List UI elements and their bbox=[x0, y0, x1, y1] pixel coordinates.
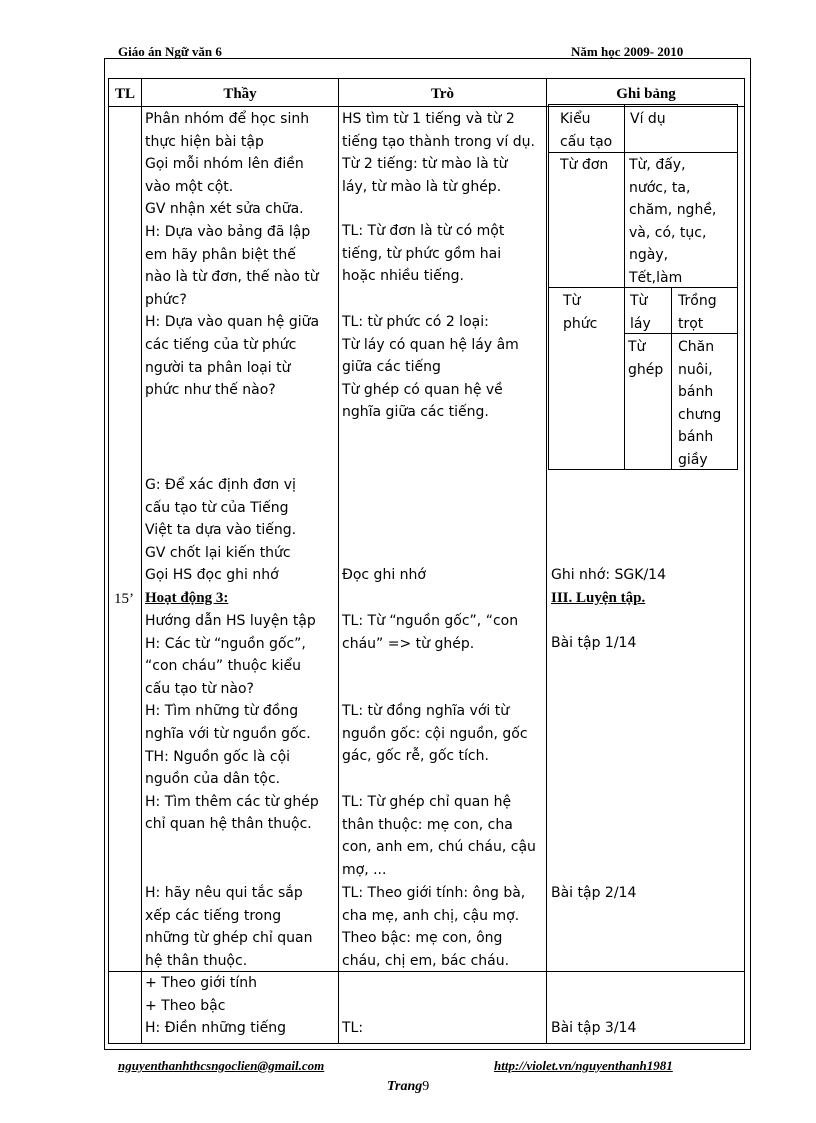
page-number-value: 9 bbox=[422, 1079, 430, 1094]
tro-block-2: TL: Từ đơn là từ có một tiếng, từ phức gồm hai hoặc nhiều tiếng. bbox=[342, 223, 505, 285]
inner-tudon-examples: Từ, đấy, nước, ta, chăm, nghề, và, có, tục, ngày, Tết,làm bbox=[629, 157, 717, 286]
col-header-ghi-bang: Ghi bảng bbox=[616, 86, 676, 102]
page-label: Trang bbox=[387, 1079, 423, 1094]
col-header-thay: Thầy bbox=[223, 86, 257, 102]
col-sep-3 bbox=[546, 78, 547, 1044]
inner-col-sep-2 bbox=[671, 287, 672, 470]
inner-header-vidu: Ví dụ bbox=[630, 111, 666, 127]
tro-block-3: TL: từ phức có 2 loại: Từ láy có quan hệ láy âm giữa các tiếng Từ ghép có quan hệ về nghĩa giữa các tiếng. bbox=[342, 314, 519, 421]
inner-tudon: Từ đơn bbox=[560, 157, 609, 173]
thay-block-1: Phân nhóm để học sinh thực hiện bài tập Gọi mỗi nhóm lên điền vào một cột. GV nhận xét sửa chữa. H: Dựa vào bảng đã lập em hãy phân biệt thế nào là từ đơn, thế nào từ phức? H: Dựa vào quan hệ giữa các tiếng của từ phức người ta phân loại từ phức như thế nào? bbox=[145, 111, 320, 399]
time-15: 15’ bbox=[114, 591, 134, 607]
tro-doc-ghi-nho: Đọc ghi nhớ bbox=[342, 567, 426, 583]
inner-header-kieu: Kiểu cấu tạo bbox=[560, 111, 613, 150]
ghi-luyen-tap: III. Luyện tập. bbox=[551, 590, 646, 606]
frame-left-line bbox=[104, 58, 105, 1050]
inner-col-sep-1 bbox=[624, 104, 625, 470]
ghi-bai-tap-3: Bài tập 3/14 bbox=[551, 1020, 637, 1036]
col-sep-1 bbox=[141, 78, 142, 1044]
inner-tughep: Từ ghép bbox=[628, 339, 664, 378]
tro-block-1: HS tìm từ 1 tiếng và từ 2 tiếng tạo thành trong ví dụ. Từ 2 tiếng: từ mào là từ láy, từ mào là từ ghép. bbox=[342, 111, 535, 195]
frame-top-line bbox=[104, 58, 751, 59]
tro-block-4: TL: Từ “nguồn gốc”, “con cháu” => từ ghép. bbox=[342, 613, 519, 652]
tro-block-7: TL: Theo giới tính: ông bà, cha mẹ, anh chị, cậu mợ. Theo bậc: mẹ con, ông cháu, chị em, bác cháu. bbox=[342, 885, 526, 969]
inner-tuphuc: Từ phức bbox=[563, 293, 598, 332]
thay-block-3: Hướng dẫn HS luyện tập H: Các từ “nguồn gốc”, “con cháu” thuộc kiểu cấu tạo từ nào? H: Tìm những từ đồng nghĩa với từ nguồn gốc. TH: Nguồn gốc là cội nguồn của dân tộc. H: Tìm thêm các từ ghép chỉ quan hệ thân thuộc. bbox=[145, 613, 319, 833]
frame-right-line bbox=[750, 58, 751, 1050]
col-header-tro: Trò bbox=[430, 86, 455, 102]
frame-bottom-line bbox=[104, 1049, 751, 1050]
page-header-left: Giáo án Ngữ văn 6 bbox=[118, 44, 222, 59]
ghi-bai-tap-1: Bài tập 1/14 bbox=[551, 635, 637, 651]
tro-tl: TL: bbox=[342, 1020, 364, 1036]
ghi-bai-tap-2: Bài tập 2/14 bbox=[551, 885, 637, 901]
tro-block-5: TL: từ đồng nghĩa với từ nguồn gốc: cội nguồn, gốc gác, gốc rễ, gốc tích. bbox=[342, 703, 528, 765]
thay-block-2: G: Để xác định đơn vị cấu tạo từ của Tiếng Việt ta dựa vào tiếng. GV chốt lại kiến thức Gọi HS đọc ghi nhớ bbox=[145, 477, 297, 584]
footer-url-link[interactable]: http://violet.vn/nguyenthanh1981 bbox=[494, 1058, 673, 1073]
inner-tulay: Từ láy bbox=[630, 293, 651, 332]
page-number bbox=[387, 1079, 429, 1095]
thay-block-5: + Theo giới tính + Theo bậc H: Điền những tiếng bbox=[145, 975, 286, 1037]
thay-hoat-dong-3: Hoạt động 3: bbox=[145, 590, 229, 606]
inner-tughep-examples: Chăn nuôi, bánh chưng bánh giầy bbox=[678, 339, 722, 468]
col-sep-2 bbox=[338, 78, 339, 1044]
thay-block-4: H: hãy nêu qui tắc sắp xếp các tiếng trong những từ ghép chỉ quan hệ thân thuộc. bbox=[145, 885, 313, 969]
footer-email-link[interactable]: nguyenthanhthcsngoclien@gmail.com bbox=[118, 1058, 325, 1073]
inner-tulay-examples: Trồng trọt bbox=[678, 293, 717, 332]
ghi-ghi-nho: Ghi nhớ: SGK/14 bbox=[551, 567, 666, 583]
tro-block-6: TL: Từ ghép chỉ quan hệ thân thuộc: mẹ con, cha con, anh em, chú cháu, cậu mợ, ... bbox=[342, 794, 536, 878]
page-header-right: Năm học 2009- 2010 bbox=[571, 44, 684, 59]
col-header-tl: TL bbox=[114, 86, 135, 102]
